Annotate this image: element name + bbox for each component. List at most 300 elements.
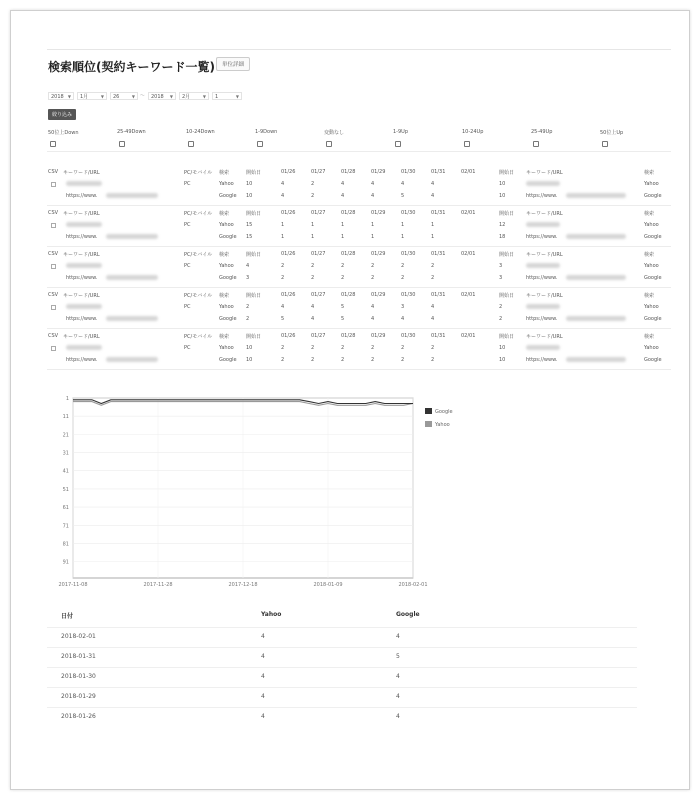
rank-cell: 4 [431,316,435,322]
table-header-cell: 検索 [219,211,230,217]
rank-cell: 4 [281,181,285,187]
rank-cell: 2 [281,263,285,269]
table-header-cell: 01/28 [341,169,356,175]
from-year-value: 2018 [51,94,64,100]
rank-cell: 1 [431,234,435,240]
keyword-blurred [526,345,560,350]
engine-cell: Google [219,357,237,363]
start-rank-cell: 3 [499,275,503,281]
x-tick-label: 2017-11-28 [143,582,173,586]
from-day-select[interactable] [110,92,138,100]
y-tick-label: 71 [62,523,69,530]
table-header-cell: 01/31 [431,333,446,339]
start-rank-cell: 10 [246,357,253,363]
url-blurred [566,357,626,362]
url-blurred [106,193,158,198]
rank-cell: 2 [401,263,405,269]
chevron-down-icon: ▼ [202,94,206,99]
rank-cell: 4 [401,316,405,322]
rank-cell: 5 [281,316,285,322]
table-header-cell: 01/26 [281,292,296,298]
engine-cell: Yahoo [644,222,659,228]
rank-cell: 2 [281,357,285,363]
range-divider [47,151,671,152]
rank-cell: 5 [401,193,405,199]
x-tick-label: 2018-02-01 [398,582,428,586]
rank-cell: 4 [311,316,315,322]
date-table-header: 日付 [61,613,74,620]
rank-cell: 1 [401,234,405,240]
start-rank-cell: 18 [499,234,506,240]
table-header-cell: 検索 [644,211,655,217]
rank-cell: 4 [396,633,400,640]
rank-cell: 2 [311,263,315,269]
engine-cell: Yahoo [219,345,234,351]
row-divider [47,287,671,288]
start-rank-cell: 2 [499,316,503,322]
rank-cell: 2 [341,345,345,351]
table-header-cell: 01/28 [341,292,356,298]
to-day-value: 1 [215,94,219,100]
start-rank-cell: 2 [499,304,503,310]
url-blurred [566,275,626,280]
engine-cell: Yahoo [644,263,659,269]
chevron-down-icon: ▼ [100,94,104,99]
table-header-cell: 01/28 [341,210,356,216]
table-header-cell: 開始日 [246,252,262,258]
rank-cell: 1 [281,222,285,228]
rank-cell: 2 [311,357,315,363]
date-table-divider [47,707,637,708]
rank-cell: 2 [401,357,405,363]
rank-cell: 2 [371,263,375,269]
table-header-cell: 02/01 [461,210,476,216]
table-header-cell: 01/31 [431,169,446,175]
rank-cell: 2 [281,275,285,281]
rank-cell: 2 [431,263,435,269]
rank-cell: 2 [401,345,405,351]
rank-cell: 2 [431,275,435,281]
engine-cell: Yahoo [644,304,659,310]
table-header-cell: 01/27 [311,292,326,298]
table-header-cell: CSV [48,251,59,257]
date-filter [48,92,288,102]
table-header-cell: キーワード/URL [63,252,100,258]
rank-cell: 1 [281,234,285,240]
date-cell: 2018-01-31 [61,653,96,660]
rank-cell: 4 [431,193,435,199]
rank-cell: 4 [431,304,435,310]
table-header-cell: 02/01 [461,251,476,257]
legend-label: Google [435,409,453,415]
legend-swatch [425,408,432,414]
y-tick-label: 41 [62,468,69,475]
range-checkbox[interactable] [395,141,401,147]
row-divider [47,369,671,370]
row-checkbox[interactable] [51,305,56,310]
range-label: 変動なし [324,130,345,136]
table-header-cell: 開始日 [246,334,262,340]
legend-label: Yahoo [435,422,450,428]
range-checkbox[interactable] [326,141,332,147]
table-header-cell: 01/31 [431,292,446,298]
range-checkbox[interactable] [50,141,56,147]
start-rank-cell: 10 [246,193,253,199]
from-day-value: 26 [113,94,120,100]
url-cell: https://www. [526,234,558,240]
url-blurred [106,234,158,239]
table-header-cell: 開始日 [246,293,262,299]
rank-cell: 4 [341,181,345,187]
y-tick-label: 1 [65,396,69,402]
rank-cell: 4 [371,181,375,187]
detail-button[interactable]: 単位詳細 [216,57,250,71]
start-rank-cell: 10 [246,345,253,351]
date-table-header: Yahoo [261,611,282,618]
table-header-cell: キーワード/URL [63,334,100,340]
device-cell: PC [184,263,191,269]
date-cell: 2018-01-29 [61,693,96,700]
y-tick-label: 51 [62,486,69,493]
table-header-cell: キーワード/URL [526,170,563,176]
start-rank-cell: 10 [499,181,506,187]
table-header-cell: 01/27 [311,169,326,175]
to-day-select[interactable] [212,92,242,100]
engine-cell: Google [644,275,662,281]
url-blurred [566,316,626,321]
url-blurred [566,193,626,198]
table-header-cell: 開始日 [499,211,515,217]
range-label: 50位上Up [600,130,624,136]
rank-cell: 1 [371,222,375,228]
table-header-cell: 01/26 [281,210,296,216]
rank-cell: 2 [311,181,315,187]
rank-cell: 1 [341,234,345,240]
engine-cell: Google [644,357,662,363]
rank-cell: 4 [431,181,435,187]
engine-cell: Yahoo [219,181,234,187]
table-header-cell: 01/29 [371,169,386,175]
table-header-cell: 検索 [644,170,655,176]
url-blurred [106,316,158,321]
table-header-cell: 01/29 [371,251,386,257]
rank-cell: 3 [401,304,405,310]
rank-cell: 5 [396,653,400,660]
rank-cell: 4 [396,673,400,680]
rank-cell: 4 [261,673,265,680]
to-year-value: 2018 [151,94,164,100]
rank-cell: 4 [371,316,375,322]
rank-cell: 1 [431,222,435,228]
date-table-divider [47,627,637,628]
table-header-cell: 02/01 [461,169,476,175]
date-table-header: Google [396,611,420,618]
start-rank-cell: 10 [499,357,506,363]
y-tick-label: 61 [62,505,69,512]
x-tick-label: 2018-01-09 [313,582,343,586]
range-checkbox[interactable] [533,141,539,147]
rank-cell: 4 [281,193,285,199]
from-year-select[interactable] [48,92,74,100]
rank-cell: 4 [261,693,265,700]
keyword-blurred [526,222,560,227]
table-header-cell: 01/26 [281,251,296,257]
table-header-cell: 01/29 [371,292,386,298]
start-rank-cell: 3 [499,263,503,269]
url-cell: https://www. [526,316,558,322]
apply-filter-button[interactable]: 絞り込み [48,109,76,120]
start-rank-cell: 10 [246,181,253,187]
rank-cell: 2 [401,275,405,281]
range-checkbox[interactable] [119,141,125,147]
rank-chart [41,386,461,586]
rank-cell: 1 [371,234,375,240]
rank-cell: 2 [371,345,375,351]
table-header-cell: 01/27 [311,333,326,339]
rank-cell: 4 [281,304,285,310]
date-table-divider [47,687,637,688]
url-cell: https://www. [66,316,98,322]
table-header-cell: CSV [48,169,59,175]
rank-cell: 1 [311,234,315,240]
table-header-cell: キーワード/URL [526,334,563,340]
range-label: 1-9Down [255,129,278,135]
device-cell: PC [184,222,191,228]
rank-cell: 2 [311,193,315,199]
rank-cell: 4 [401,181,405,187]
table-header-cell: キーワード/URL [63,170,100,176]
to-year-select[interactable] [148,92,176,100]
to-month-select[interactable] [179,92,209,100]
start-rank-cell: 15 [246,234,253,240]
device-cell: PC [184,304,191,310]
rank-cell: 4 [396,693,400,700]
y-tick-label: 21 [62,432,69,439]
table-header-cell: 01/28 [341,333,356,339]
rank-cell: 2 [371,275,375,281]
start-rank-cell: 10 [499,345,506,351]
table-header-cell: 開始日 [246,211,262,217]
row-checkbox[interactable] [51,264,56,269]
range-label: 10-24Down [186,129,215,135]
keyword-blurred [66,222,102,227]
rank-cell: 5 [341,304,345,310]
range-checkbox[interactable] [464,141,470,147]
url-cell: https://www. [66,234,98,240]
url-cell: https://www. [526,193,558,199]
engine-cell: Google [219,234,237,240]
rank-cell: 1 [401,222,405,228]
y-tick-label: 31 [62,450,69,457]
to-month-value: 2月 [182,94,191,100]
start-rank-cell: 2 [246,316,250,322]
rank-cell: 2 [311,345,315,351]
rank-chart-svg [41,386,461,586]
rank-cell: 2 [341,263,345,269]
table-header-cell: 01/27 [311,210,326,216]
engine-cell: Google [644,234,662,240]
range-separator: 〜 [140,93,146,99]
y-tick-label: 91 [62,559,69,566]
rank-cell: 2 [281,345,285,351]
device-cell: PC [184,181,191,187]
top-divider [47,49,671,50]
rank-cell: 4 [341,193,345,199]
keyword-blurred [526,263,560,268]
keyword-blurred [66,345,102,350]
rank-cell: 2 [341,357,345,363]
table-header-cell: 検索 [644,334,655,340]
row-divider [47,205,671,206]
range-label: 10-24Up [462,129,484,135]
keyword-blurred [66,263,102,268]
table-header-cell: CSV [48,333,59,339]
rank-cell: 2 [371,357,375,363]
engine-cell: Google [219,275,237,281]
table-header-cell: 01/30 [401,210,416,216]
table-header-cell: PC/モバイル [184,252,213,258]
table-header-cell: 開始日 [499,334,515,340]
engine-cell: Google [644,316,662,322]
rank-cell: 2 [311,275,315,281]
chevron-down-icon: ▼ [131,94,135,99]
rank-cell: 5 [341,316,345,322]
keyword-blurred [66,181,102,186]
table-header-cell: 検索 [219,252,230,258]
range-checkbox[interactable] [257,141,263,147]
start-rank-cell: 2 [246,304,250,310]
device-cell: PC [184,345,191,351]
range-label: 1-9Up [393,129,408,135]
row-checkbox[interactable] [51,182,56,187]
table-header-cell: PC/モバイル [184,170,213,176]
table-header-cell: キーワード/URL [63,211,100,217]
chevron-down-icon: ▼ [235,94,239,99]
table-header-cell: 開始日 [246,170,262,176]
engine-cell: Yahoo [644,345,659,351]
keyword-blurred [526,304,560,309]
engine-cell: Yahoo [644,181,659,187]
table-header-cell: 02/01 [461,292,476,298]
rank-cell: 4 [396,713,400,720]
rank-cell: 4 [261,653,265,660]
rank-cell: 4 [371,304,375,310]
table-header-cell: 検索 [644,293,655,299]
chevron-down-icon: ▼ [169,94,173,99]
table-header-cell: キーワード/URL [526,293,563,299]
table-header-cell: 01/26 [281,169,296,175]
start-rank-cell: 12 [499,222,506,228]
range-checkbox[interactable] [602,141,608,147]
table-header-cell: キーワード/URL [526,252,563,258]
page-title: 検索順位(契約キーワード一覧) [48,60,215,74]
row-checkbox[interactable] [51,346,56,351]
table-header-cell: 検索 [219,170,230,176]
range-label: 50位上Down [48,130,79,136]
url-cell: https://www. [526,275,558,281]
start-rank-cell: 3 [246,275,250,281]
table-header-cell: 01/29 [371,333,386,339]
table-header-cell: CSV [48,210,59,216]
date-cell: 2018-01-30 [61,673,96,680]
table-header-cell: 01/30 [401,333,416,339]
table-header-cell: 01/30 [401,292,416,298]
rank-cell: 1 [311,222,315,228]
table-header-cell: 01/26 [281,333,296,339]
x-tick-label: 2017-11-08 [58,582,88,586]
engine-cell: Google [219,316,237,322]
table-header-cell: 検索 [219,293,230,299]
table-header-cell: 01/30 [401,169,416,175]
url-blurred [566,234,626,239]
row-checkbox[interactable] [51,223,56,228]
range-checkbox[interactable] [188,141,194,147]
table-header-cell: PC/モバイル [184,211,213,217]
from-month-value: 1月 [80,94,89,100]
engine-cell: Google [219,193,237,199]
rank-cell: 4 [261,633,265,640]
table-header-cell: キーワード/URL [63,293,100,299]
table-header-cell: 検索 [219,334,230,340]
start-rank-cell: 15 [246,222,253,228]
row-divider [47,328,671,329]
keyword-blurred [66,304,102,309]
url-cell: https://www. [66,275,98,281]
engine-cell: Google [644,193,662,199]
keyword-blurred [526,181,560,186]
table-header-cell: 01/31 [431,251,446,257]
url-cell: https://www. [66,357,98,363]
from-month-select[interactable] [77,92,107,100]
url-blurred [106,275,158,280]
engine-cell: Yahoo [219,304,234,310]
table-header-cell: 02/01 [461,333,476,339]
table-header-cell: PC/モバイル [184,293,213,299]
engine-cell: Yahoo [219,222,234,228]
table-header-cell: 検索 [644,252,655,258]
page-frame [10,10,690,790]
x-tick-label: 2017-12-18 [228,582,258,586]
table-header-cell: PC/モバイル [184,334,213,340]
table-header-cell: 開始日 [499,170,515,176]
url-blurred [106,357,158,362]
row-divider [47,246,671,247]
table-header-cell: 開始日 [499,252,515,258]
table-header-cell: CSV [48,292,59,298]
legend-swatch [425,421,432,427]
rank-cell: 4 [371,193,375,199]
table-header-cell: 01/27 [311,251,326,257]
rank-cell: 1 [341,222,345,228]
range-label: 25-49Up [531,129,553,135]
rank-cell: 4 [261,713,265,720]
date-cell: 2018-02-01 [61,633,96,640]
start-rank-cell: 10 [499,193,506,199]
url-cell: https://www. [526,357,558,363]
y-tick-label: 11 [62,414,69,421]
table-header-cell: キーワード/URL [526,211,563,217]
date-table-divider [47,667,637,668]
table-header-cell: 01/30 [401,251,416,257]
table-header-cell: 開始日 [499,293,515,299]
date-cell: 2018-01-26 [61,713,96,720]
engine-cell: Yahoo [219,263,234,269]
table-header-cell: 01/31 [431,210,446,216]
range-label: 25-49Down [117,129,146,135]
table-header-cell: 01/28 [341,251,356,257]
chevron-down-icon: ▼ [67,94,71,99]
rank-cell: 2 [431,345,435,351]
